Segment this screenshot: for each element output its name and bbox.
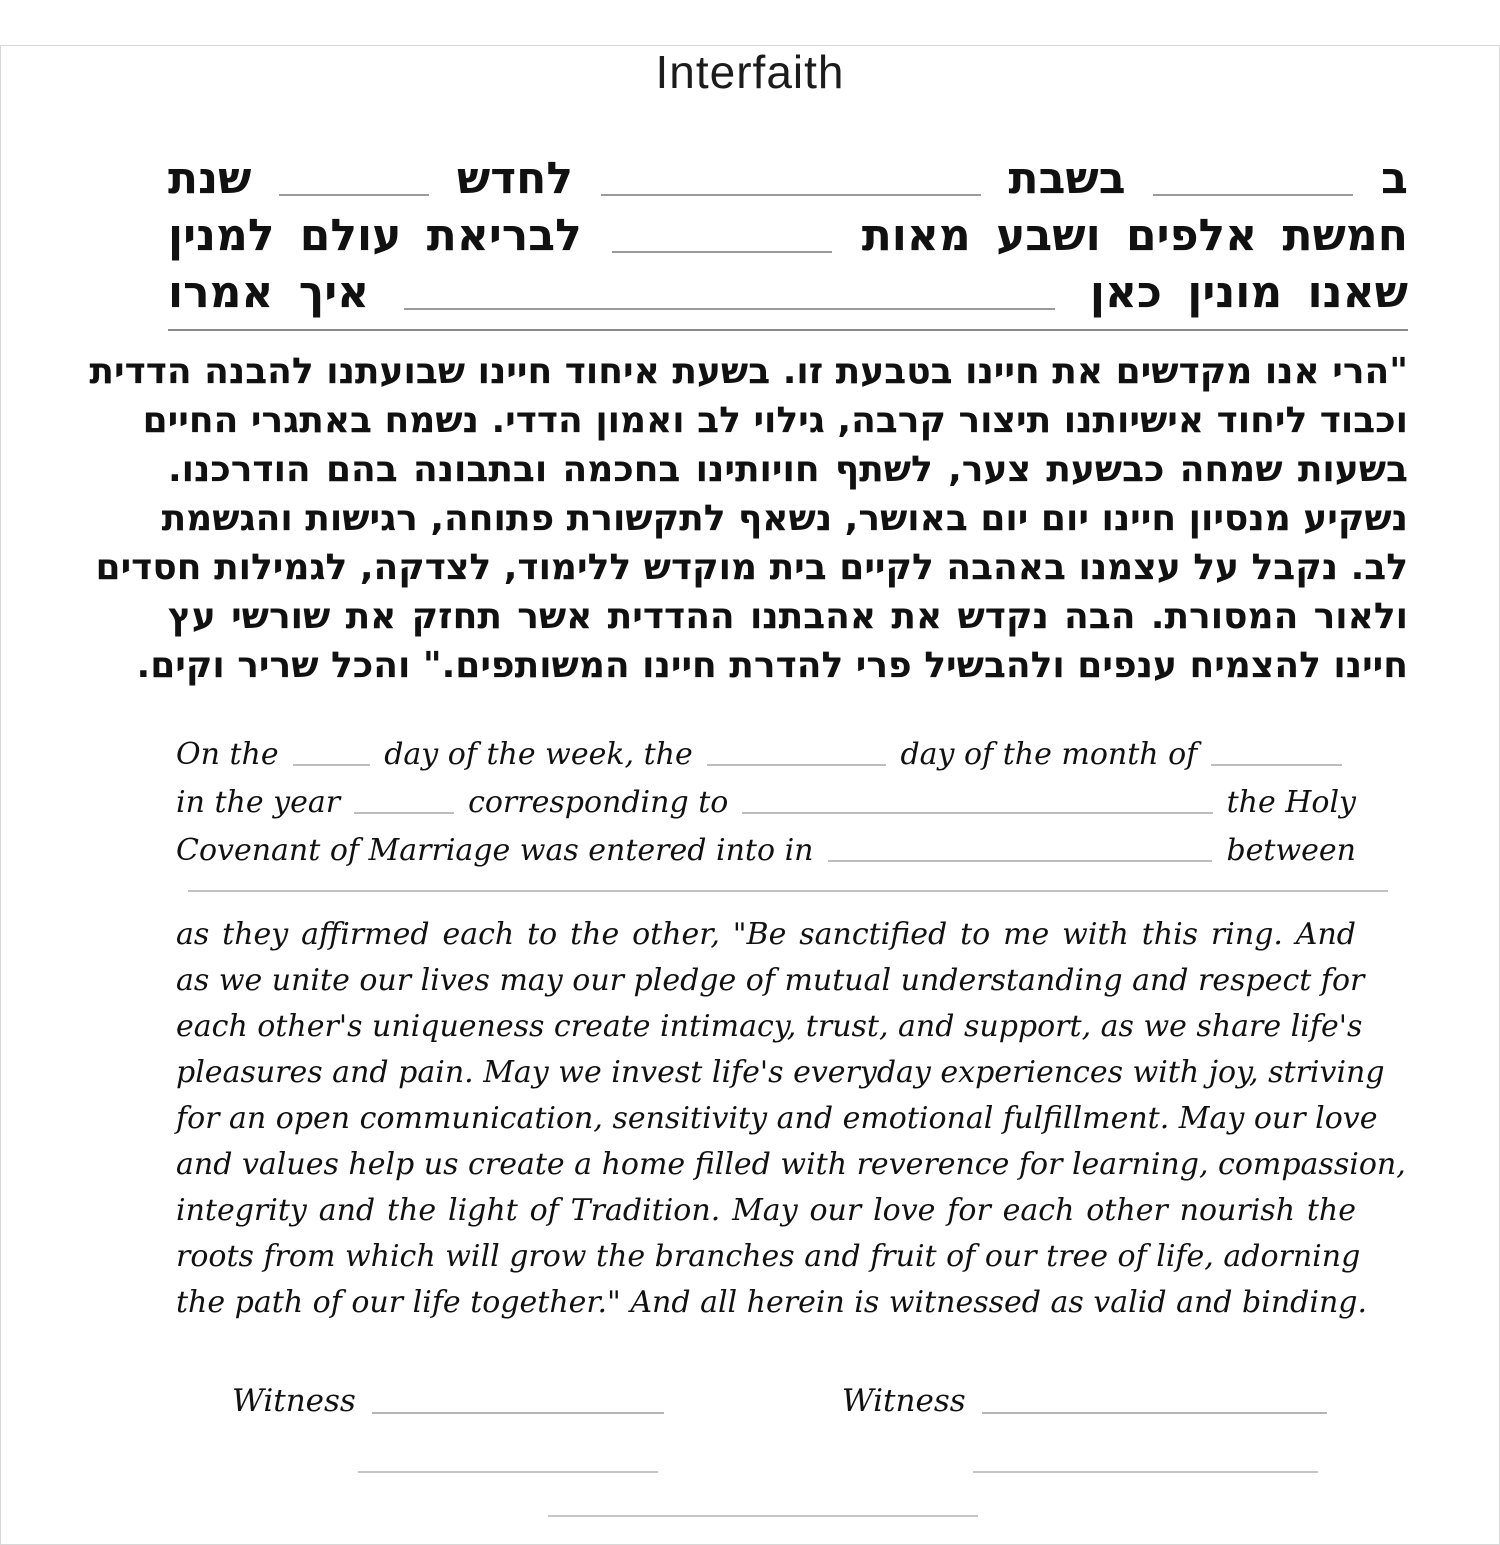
hebrew-paragraph-line: וכבוד ליחוד אישיותנו תיצור קרבה, גילוי לב ואמון הדדי. נשמח באתגרי החיים [142, 400, 1408, 441]
hebrew-paragraph-line: לב. נקבל על עצמנו באהבה לקיים בית מוקדש ללימוד, לצדקה, לגמילות חסדים [95, 547, 1408, 588]
hebrew-date-line-2 [168, 201, 1408, 261]
page-title: Interfaith [655, 46, 845, 98]
witness-signature-blank-right [982, 1410, 1327, 1414]
english-date-text: day of the month of [900, 736, 1198, 772]
hebrew-word-beshabbat: בשבת [1008, 153, 1126, 204]
english-paragraph-line: integrity and the light of Tradition. May our love for each other nourish the [176, 1193, 1356, 1228]
fill-in-blank-year [612, 249, 832, 253]
english-paragraph-line: each other's uniqueness create intimacy, trust, and support, as we share life's [176, 1009, 1363, 1044]
witness-signature-blank-left [372, 1410, 664, 1414]
document-body [89, 144, 1408, 1517]
witness-row [168, 1383, 1408, 1419]
hebrew-word-lachodesh: לחדש [456, 153, 573, 204]
english-date-line-1 [176, 722, 1356, 770]
english-paragraph-line: for an open communication, sensitivity and emotional fulfillment. May our love [176, 1101, 1378, 1136]
hebrew-year-lead: חמשת אלפים ושבע מאות [861, 210, 1408, 261]
english-date-text: Covenant of Marriage was entered into in [176, 832, 814, 868]
english-date-text: in the year [176, 784, 341, 820]
english-paragraph-line: pleasures and pain. May we invest life's everyday experiences with joy, striving [176, 1055, 1385, 1090]
fill-in-blank-year-number [354, 810, 454, 814]
english-date-text: On the [176, 736, 279, 772]
couple-names-blank-line [188, 890, 1388, 892]
fill-in-blank-monthday [707, 762, 887, 766]
hebrew-paragraph-line: ולאור המסורת. הבה נקדש את אהבתנו ההדדית אשר תחזק את שורשי עץ [168, 596, 1408, 637]
fill-in-blank-weekday [293, 762, 371, 766]
english-date-line-3 [176, 818, 1356, 866]
english-paragraph-line: as they affirmed each to the other, "Be sanctified to me with this ring. And [176, 917, 1356, 952]
english-paragraph-line: as we unite our lives may our pledge of mutual understanding and respect for [176, 963, 1365, 998]
english-date-section [176, 722, 1356, 866]
signature-row-2 [168, 1469, 1408, 1473]
section-divider [168, 329, 1408, 331]
ketubah-document [0, 45, 1500, 1545]
signature-blank-center [548, 1513, 978, 1517]
english-date-text: the Holy [1226, 784, 1356, 820]
hebrew-word-bet: ב [1381, 153, 1408, 204]
hebrew-place-trail: איך אמרו [168, 267, 370, 318]
fill-in-blank-day [1153, 192, 1353, 196]
fill-in-blank-month-name [1211, 762, 1342, 766]
english-paragraph-line: roots from which will grow the branches and fruit of our tree of life, adorning [176, 1239, 1361, 1274]
hebrew-paragraph-line: "הרי אנו מקדשים את חיינו בטבעת זו. בשעת איחוד חיינו שבועתנו להבנה הדדית [89, 351, 1408, 392]
english-paragraph-line: the path of our life together." And all herein is witnessed as valid and binding. [176, 1285, 1368, 1320]
hebrew-place-lead: שאנו מונין כאן [1089, 267, 1408, 318]
hebrew-date-line-3 [168, 258, 1408, 318]
hebrew-paragraph-line: חיינו להצמיח ענפים ולהבשיל פרי להדרת חיינו המשותפים." והכל שריר וקים. [136, 645, 1408, 686]
fill-in-blank-month [279, 192, 429, 196]
hebrew-word-shnat: שנת [168, 153, 252, 204]
english-date-text: corresponding to [468, 784, 729, 820]
hebrew-date-line-1 [168, 144, 1408, 204]
witness-label-right: Witness [841, 1383, 966, 1419]
hebrew-paragraph [89, 347, 1408, 690]
witness-label-left: Witness [232, 1383, 356, 1419]
hebrew-paragraph-line: נשקיע מנסיון חיינו יום יום באושר, נשאף לתקשורת פתוחה, רגישות והגשמת [161, 498, 1408, 539]
fill-in-blank-date [601, 192, 981, 196]
english-paragraph-line: and values help us create a home filled with reverence for learning, compassion, [176, 1147, 1406, 1182]
english-date-text: between [1226, 832, 1356, 868]
hebrew-year-trail: לבריאת עולם למנין [168, 210, 582, 261]
english-paragraph [176, 912, 1406, 1326]
signature-blank-left [358, 1469, 658, 1473]
fill-in-blank-location [828, 858, 1213, 862]
signature-blank-right [973, 1469, 1318, 1473]
hebrew-date-section [168, 144, 1408, 318]
signature-row-3 [168, 1513, 1408, 1517]
english-date-line-2 [176, 770, 1356, 818]
english-date-text: day of the week, the [384, 736, 693, 772]
fill-in-blank-corresponding-date [742, 810, 1212, 814]
fill-in-blank-place [404, 306, 1055, 310]
hebrew-paragraph-line: בשעות שמחה כבשעת צער, לשתף חויותינו בחכמה ובתבונה בהם הודרכנו. [168, 449, 1408, 490]
